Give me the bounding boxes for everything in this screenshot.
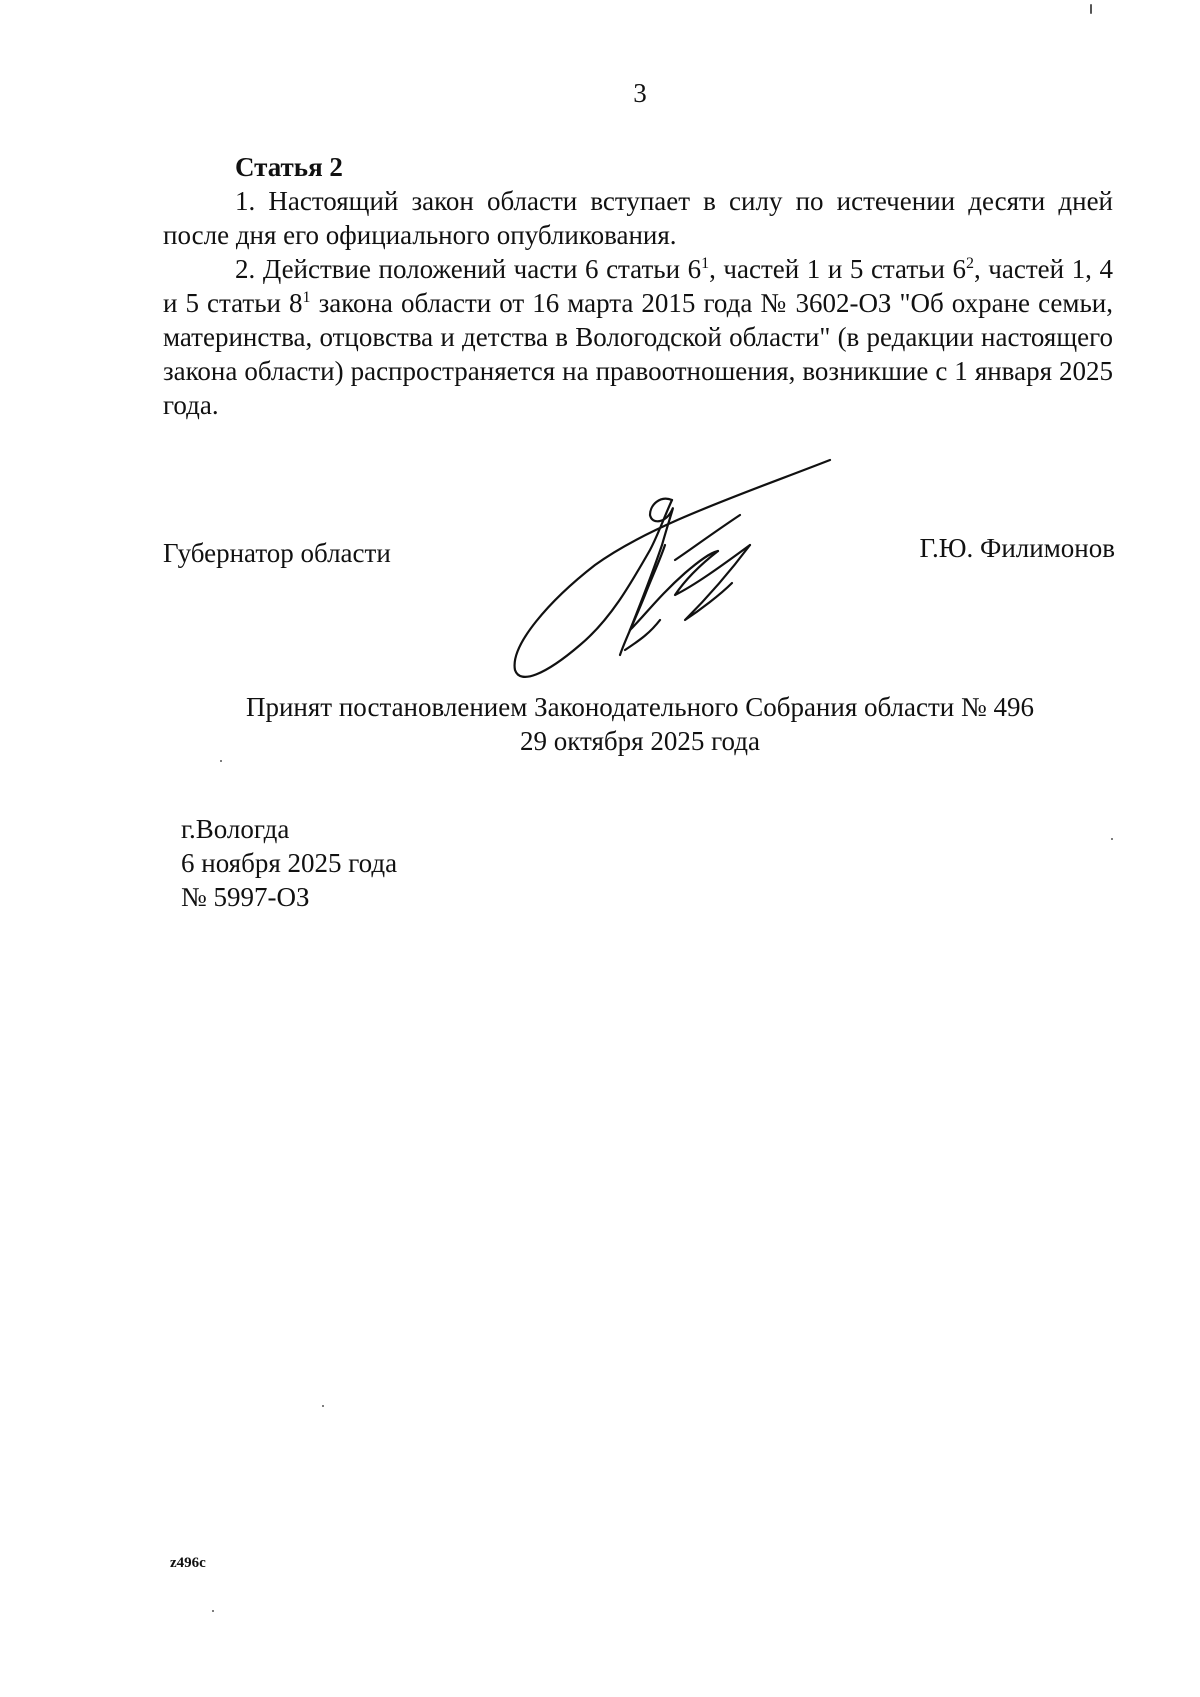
footer-code: z496c	[170, 1555, 206, 1571]
scan-speck	[212, 1610, 214, 1612]
article-heading: Статья 2	[235, 152, 343, 182]
superscript-3: 1	[302, 289, 311, 306]
article-paragraph-2	[163, 252, 1113, 422]
paragraph-2-part-4: закона области от 16 марта 2015 года № 3602-ОЗ "Об охране семьи, материнства, отцовства и детства в Вологодской области" (в редакции настоящего закона области) распространяется на правоотношения, возникшие с 1 января 2025 года.	[163, 288, 1113, 420]
article-paragraph-1: 1. Настоящий закон области вступает в силу по истечении десяти дней после дня его официального опубликования.	[163, 186, 1113, 250]
superscript-2: 2	[965, 255, 974, 272]
page-number: 3	[633, 78, 647, 108]
governor-name: Г.Ю. Филимонов	[919, 533, 1115, 563]
scan-speck	[322, 1405, 324, 1407]
law-date: 6 ноября 2025 года	[181, 848, 398, 878]
scan-speck	[1090, 4, 1092, 14]
handwritten-signature	[500, 455, 840, 685]
place-date-block	[181, 812, 397, 914]
law-number: № 5997-ОЗ	[181, 882, 310, 912]
governor-title: Губернатор области	[163, 538, 391, 568]
paragraph-2-part-1: 2. Действие положений части 6 статьи 6	[235, 254, 702, 284]
city: г.Вологда	[181, 814, 290, 844]
article-section	[163, 150, 1113, 422]
adoption-line-2: 29 октября 2025 года	[520, 726, 760, 756]
scan-speck	[220, 760, 222, 762]
superscript-1: 1	[701, 255, 710, 272]
paragraph-2-part-3: , частей 1, 4 и 5 статьи 8	[163, 254, 1113, 318]
paragraph-2-part-2: , частей 1 и 5 статьи 6	[709, 254, 966, 284]
scan-speck	[1111, 838, 1113, 840]
adoption-block	[0, 690, 1200, 758]
adoption-line-1: Принят постановлением Законодательного Собрания области № 496	[245, 692, 1035, 722]
